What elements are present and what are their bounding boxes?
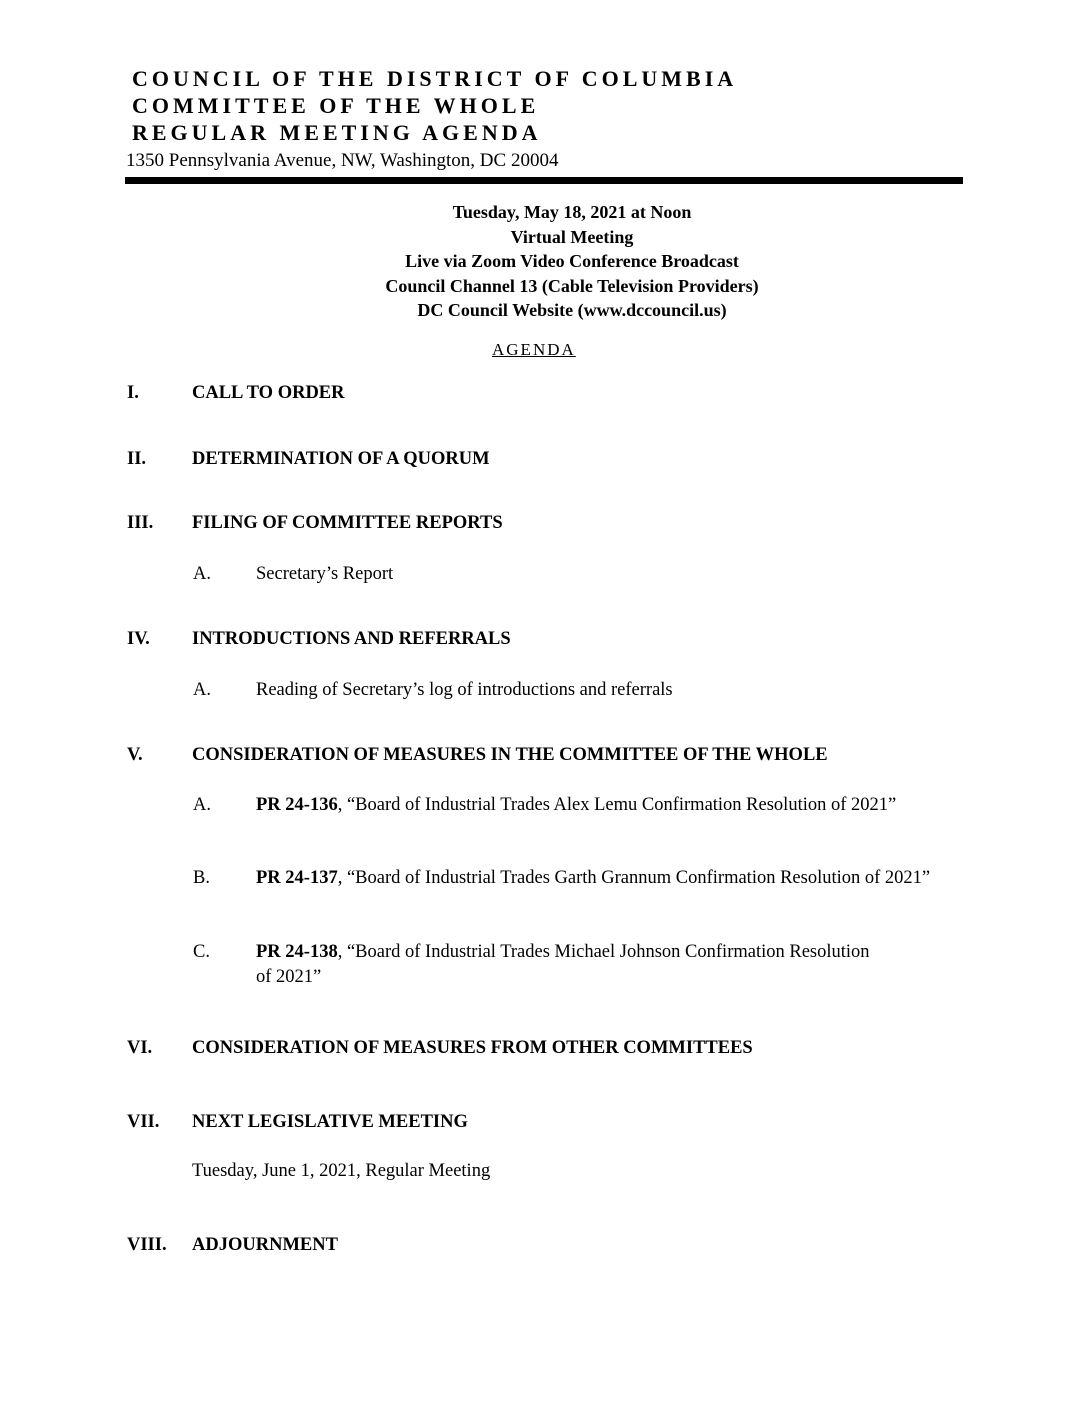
- meeting-website: DC Council Website (www.dccouncil.us): [417, 300, 727, 320]
- item-text: Secretary’s Report: [256, 564, 394, 584]
- header-agenda-title: REGULAR MEETING AGENDA: [132, 120, 542, 145]
- section-title: FILING OF COMMITTEE REPORTS: [192, 513, 503, 533]
- next-meeting-date: Tuesday, June 1, 2021, Regular Meeting: [192, 1161, 491, 1181]
- bill-number: PR 24-138: [256, 942, 338, 962]
- bill-title: , “Board of Industrial Trades Garth Grannum Confirmation Resolution of 2021”: [337, 868, 931, 888]
- header-address: 1350 Pennsylvania Avenue, NW, Washington, DC 20004: [126, 150, 559, 171]
- section-number: VIII.: [127, 1235, 167, 1255]
- header-rule: [125, 177, 963, 184]
- item-letter: A.: [193, 564, 211, 584]
- meeting-type: Virtual Meeting: [510, 226, 634, 247]
- item-text: [256, 940, 886, 990]
- item-text: Reading of Secretary’s log of introductions and referrals: [256, 680, 673, 700]
- item-letter: A.: [193, 795, 211, 815]
- bill-title: , “Board of Industrial Trades Alex Lemu Confirmation Resolution of 2021”: [337, 795, 897, 815]
- section-title: DETERMINATION OF A QUORUM: [192, 449, 490, 469]
- meeting-info: [0, 200, 1088, 323]
- item-letter: C.: [193, 942, 210, 962]
- agenda-heading: AGENDA: [492, 340, 576, 359]
- section-number: VI.: [127, 1038, 153, 1058]
- meeting-datetime: Tuesday, May 18, 2021 at Noon: [452, 202, 692, 222]
- section-title: ADJOURNMENT: [192, 1235, 338, 1255]
- bill-title: , “Board of Industrial Trades Michael Johnson Confirmation Resolution of 2021”: [256, 942, 870, 987]
- item-text: [256, 866, 961, 891]
- item-text: [256, 793, 961, 818]
- section-number: VII.: [127, 1112, 160, 1132]
- section-title: CONSIDERATION OF MEASURES IN THE COMMITTEE OF THE WHOLE: [192, 745, 828, 765]
- header-committee: COMMITTEE OF THE WHOLE: [132, 93, 540, 118]
- item-letter: B.: [193, 868, 210, 888]
- bill-number: PR 24-137: [256, 868, 338, 888]
- section-number: III.: [127, 513, 154, 533]
- section-title: CONSIDERATION OF MEASURES FROM OTHER COMMITTEES: [192, 1038, 753, 1058]
- meeting-channel: Council Channel 13 (Cable Television Providers): [385, 275, 759, 296]
- item-letter: A.: [193, 680, 211, 700]
- bill-number: PR 24-136: [256, 795, 338, 815]
- meeting-broadcast: Live via Zoom Video Conference Broadcast: [405, 251, 739, 271]
- section-title: NEXT LEGISLATIVE MEETING: [192, 1112, 468, 1132]
- section-title: CALL TO ORDER: [192, 383, 345, 403]
- section-number: IV.: [127, 629, 150, 649]
- section-number: V.: [127, 745, 143, 765]
- section-number: I.: [127, 383, 139, 403]
- header-council: COUNCIL OF THE DISTRICT OF COLUMBIA: [132, 66, 738, 91]
- section-title: INTRODUCTIONS AND REFERRALS: [192, 629, 511, 649]
- section-number: II.: [127, 449, 147, 469]
